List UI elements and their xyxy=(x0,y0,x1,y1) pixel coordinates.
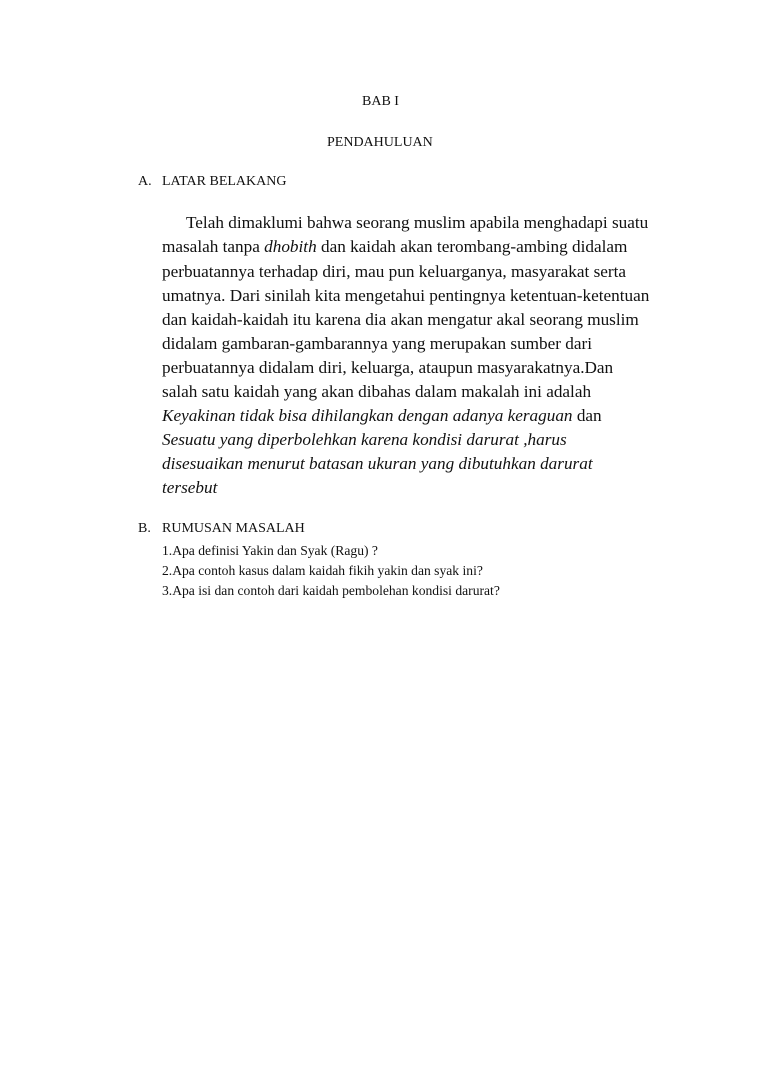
paragraph-line: dan kaidah-kaidah itu karena dia akan mengatur akal seorang muslim xyxy=(162,310,639,329)
paragraph-line: salah satu kaidah yang akan dibahas dalam makalah ini adalah xyxy=(162,382,592,401)
paragraph-text: masalah tanpa xyxy=(162,237,265,256)
section-b-heading: RUMUSAN MASALAH xyxy=(162,521,305,536)
paragraph-line xyxy=(162,430,567,450)
section-b-letter: B. xyxy=(138,521,151,536)
paragraph-line: perbuatannya terhadap diri, mau pun keluarganya, masyarakat serta xyxy=(162,262,627,281)
list-item: 2.Apa contoh kasus dalam kaidah fikih yakin dan syak ini? xyxy=(162,563,483,578)
paragraph-italic-term: tersebut xyxy=(162,478,218,497)
section-a-letter: A. xyxy=(138,174,152,189)
paragraph-line xyxy=(162,454,593,474)
paragraph-text: dan kaidah akan terombang-ambing didalam xyxy=(316,237,628,256)
paragraph-line: Telah dimaklumi bahwa seorang muslim apabila menghadapi suatu xyxy=(186,213,649,232)
list-item: 3.Apa isi dan contoh dari kaidah pembolehan kondisi darurat? xyxy=(162,583,500,598)
section-a-heading: LATAR BELAKANG xyxy=(162,174,287,189)
paragraph-italic-term: Sesuatu yang diperbolehkan karena kondisi darurat ,harus xyxy=(162,430,567,449)
paragraph-italic-term: disesuaikan menurut batasan ukuran yang dibutuhkan darurat xyxy=(162,454,593,473)
paragraph-line xyxy=(162,406,602,426)
paragraph-line: didalam gambaran-gambarannya yang merupakan sumber dari xyxy=(162,334,592,353)
chapter-title: PENDAHULUAN xyxy=(327,135,433,150)
paragraph-text: dan xyxy=(572,406,602,425)
paragraph-line: perbuatannya didalam diri, keluarga, ataupun masyarakatnya.Dan xyxy=(162,358,614,377)
paragraph-italic-term: Keyakinan tidak bisa dihilangkan dengan adanya keraguan xyxy=(162,406,573,425)
paragraph-line xyxy=(162,237,627,257)
chapter-label: BAB I xyxy=(362,94,399,109)
paragraph-italic-term: dhobith xyxy=(264,237,317,256)
paragraph-line: umatnya. Dari sinilah kita mengetahui pentingnya ketentuan-ketentuan xyxy=(162,286,650,305)
paragraph-line xyxy=(162,478,217,498)
list-item: 1.Apa definisi Yakin dan Syak (Ragu) ? xyxy=(162,543,378,558)
